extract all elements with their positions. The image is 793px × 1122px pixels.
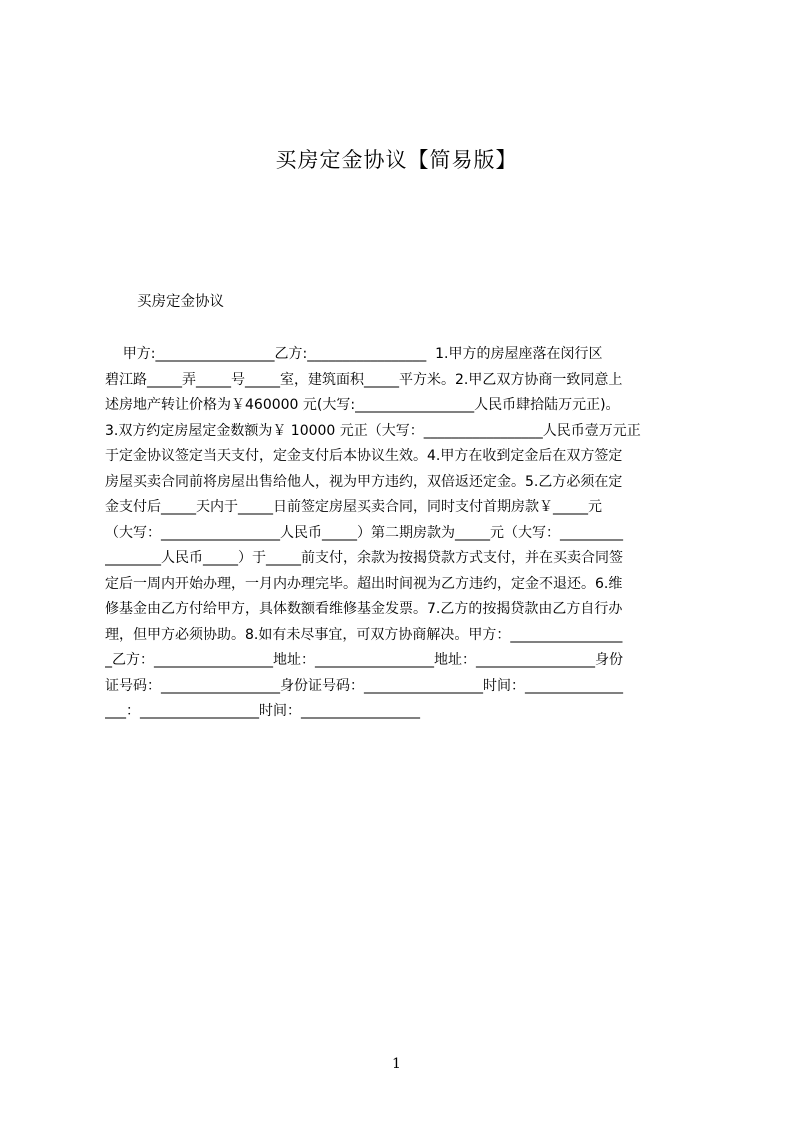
body-line-text: _乙方：_________________地址：_________________地址：_________________身份: [105, 652, 623, 668]
document-title: 买房定金协议【简易版】: [275, 148, 518, 172]
agreement-body: [105, 342, 703, 725]
document-subtitle: 买房定金协议: [137, 294, 224, 310]
body-line-text: 房屋买卖合同前将房屋出售给他人，视为甲方违约，双倍返还定金。5.乙方必须在定: [105, 473, 623, 490]
body-line: [105, 368, 703, 394]
body-line-text: 甲方:_________________乙方:_________________ 1.甲方的房屋座落在闵行区: [105, 346, 603, 362]
body-line-text: ___：_________________时间：_________________: [105, 703, 420, 719]
body-line-text: （大写：_________________人民币_____）第二期房款为_____元（大写：_________: [105, 524, 623, 541]
body-line-text: 述房地产转让价格为￥460000 元(大写:_________________人民币肆拾陆万元正)。: [105, 397, 620, 413]
body-line: [105, 674, 703, 700]
body-line: [105, 521, 703, 547]
body-line-text: 定后一周内开始办理，一月内办理完毕。超出时间视为乙方违约，定金不退还。6.维: [105, 575, 623, 592]
body-line: [105, 419, 703, 445]
body-line: [105, 444, 703, 470]
body-line: [105, 699, 703, 725]
body-line-text: 碧江路_____弄_____号_____室，建筑面积_____平方米。2.甲乙双方协商一致同意上: [105, 371, 623, 388]
body-line: [105, 470, 703, 496]
body-line: [105, 393, 703, 419]
body-line: [105, 546, 703, 572]
body-line-text: 理，但甲方必须协助。8.如有未尽事宜，可双方协商解决。甲方：________________: [105, 626, 623, 643]
body-line: [105, 342, 703, 368]
body-line: [105, 648, 703, 674]
body-line-text: 修基金由乙方付给甲方，具体数额看维修基金发票。7.乙方的按揭贷款由乙方自行办: [105, 601, 623, 617]
page-number: 1: [392, 1056, 401, 1072]
body-line-text: 金支付后_____天内于_____日前签定房屋买卖合同，同时支付首期房款￥_____元: [105, 499, 602, 515]
body-line-text: 证号码：_________________身份证号码：_________________时间：______________: [105, 677, 623, 694]
body-line: [105, 623, 703, 649]
body-line-text: 3.双方约定房屋定金数额为￥ 10000 元正（大写：_________________人民币壹万元正: [105, 422, 641, 439]
body-line: [105, 495, 703, 521]
body-line-text: ________人民币_____）于_____前支付，余款为按揭贷款方式支付，并在买卖合同签: [105, 550, 623, 566]
body-line-text: 于定金协议签定当天支付，定金支付后本协议生效。4.甲方在收到定金后在双方签定: [105, 448, 623, 464]
body-line: [105, 572, 703, 598]
body-line: [105, 597, 703, 623]
